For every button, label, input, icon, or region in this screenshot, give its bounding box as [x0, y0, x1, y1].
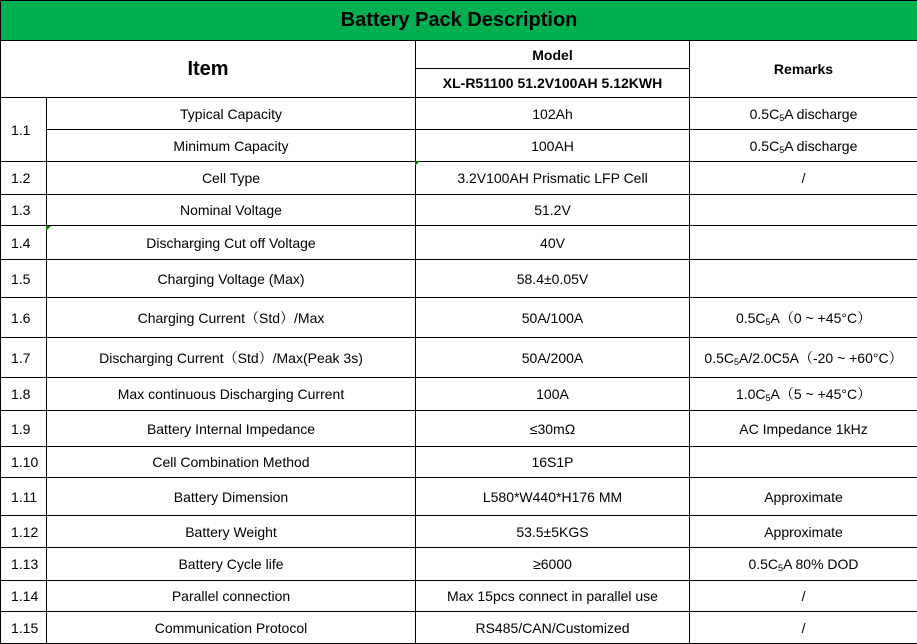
remarks-cell[interactable]: [690, 411, 917, 447]
item-cell[interactable]: Cell Combination Method: [47, 447, 416, 478]
table-row: [1, 581, 917, 612]
remark-subscript: 5: [779, 145, 784, 155]
row-number[interactable]: 1.5: [1, 260, 47, 298]
remark-text: 0.5C: [704, 350, 734, 366]
model-value-cell[interactable]: 40V: [416, 226, 690, 260]
remarks-cell[interactable]: [690, 548, 917, 581]
row-number[interactable]: 1.7: [1, 338, 47, 378]
remark-text: 0.5C: [750, 106, 780, 122]
item-cell[interactable]: Charging Voltage (Max): [47, 260, 416, 298]
model-name-header[interactable]: XL-R51100 51.2V100AH 5.12KWH: [416, 69, 690, 98]
item-cell[interactable]: Charging Current（Std）/Max: [47, 298, 416, 338]
remark-subscript: 5: [734, 357, 739, 367]
item-cell[interactable]: Battery Cycle life: [47, 548, 416, 581]
remarks-cell[interactable]: [690, 130, 917, 162]
table-row: [1, 478, 917, 516]
remark-text: /: [802, 170, 806, 186]
item-cell[interactable]: Parallel connection: [47, 581, 416, 612]
table-row: [1, 378, 917, 411]
remark-subscript: 5: [779, 113, 784, 123]
title-row: [1, 1, 917, 41]
table-row: [1, 260, 917, 298]
item-cell[interactable]: Battery Internal Impedance: [47, 411, 416, 447]
model-value-cell[interactable]: 102Ah: [416, 98, 690, 130]
model-value-cell[interactable]: ≥6000: [416, 548, 690, 581]
remark-text: /: [802, 588, 806, 604]
remarks-cell[interactable]: [690, 378, 917, 411]
remarks-cell[interactable]: [690, 260, 917, 298]
row-number[interactable]: 1.3: [1, 195, 47, 226]
model-value-cell[interactable]: RS485/CAN/Customized: [416, 612, 690, 644]
table-row: [1, 548, 917, 581]
item-cell[interactable]: Cell Type: [47, 162, 416, 195]
row-number[interactable]: 1.13: [1, 548, 47, 581]
remark-subscript: 5: [766, 393, 771, 403]
row-number[interactable]: 1.15: [1, 612, 47, 644]
item-cell[interactable]: Typical Capacity: [47, 98, 416, 130]
row-number[interactable]: 1.12: [1, 516, 47, 548]
item-cell[interactable]: Nominal Voltage: [47, 195, 416, 226]
table-row: [1, 195, 917, 226]
item-header[interactable]: Item: [1, 41, 416, 98]
remarks-cell[interactable]: [690, 581, 917, 612]
remarks-cell[interactable]: [690, 612, 917, 644]
model-value-cell[interactable]: 50A/200A: [416, 338, 690, 378]
table-row: [1, 162, 917, 195]
table-row: [1, 98, 917, 130]
cell-marker: [46, 226, 51, 231]
item-cell[interactable]: Max continuous Discharging Current: [47, 378, 416, 411]
remark-text: A 80% DOD: [783, 556, 858, 572]
item-cell[interactable]: Minimum Capacity: [47, 130, 416, 162]
row-number[interactable]: 1.8: [1, 378, 47, 411]
row-number[interactable]: 1.1: [1, 98, 47, 162]
table-row: [1, 298, 917, 338]
table-row: [1, 411, 917, 447]
table-row: [1, 516, 917, 548]
table-row: [1, 130, 917, 162]
remarks-cell[interactable]: [690, 162, 917, 195]
row-number[interactable]: 1.14: [1, 581, 47, 612]
remark-text: A（5 ~ +45°C）: [771, 386, 872, 402]
model-value-cell[interactable]: 58.4±0.05V: [416, 260, 690, 298]
model-value-cell[interactable]: 51.2V: [416, 195, 690, 226]
model-value-cell[interactable]: Max 15pcs connect in parallel use: [416, 581, 690, 612]
model-header[interactable]: Model: [416, 41, 690, 69]
remarks-cell[interactable]: [690, 516, 917, 548]
model-value-cell[interactable]: L580*W440*H176 MM: [416, 478, 690, 516]
remarks-cell[interactable]: [690, 195, 917, 226]
remark-text: Approximate: [764, 524, 843, 540]
remarks-cell[interactable]: [690, 226, 917, 260]
model-value-cell[interactable]: 100A: [416, 378, 690, 411]
remark-subscript: 5: [766, 317, 771, 327]
remark-text: AC Impedance 1kHz: [739, 421, 867, 437]
remarks-header[interactable]: Remarks: [690, 41, 917, 98]
item-cell[interactable]: Communication Protocol: [47, 612, 416, 644]
remarks-cell[interactable]: [690, 478, 917, 516]
table-title[interactable]: Battery Pack Description: [1, 1, 917, 41]
model-value-cell[interactable]: ≤30mΩ: [416, 411, 690, 447]
header-row: [1, 41, 917, 69]
model-value-cell[interactable]: 100AH: [416, 130, 690, 162]
item-cell[interactable]: Discharging Current（Std）/Max(Peak 3s): [47, 338, 416, 378]
remark-text: A discharge: [784, 106, 857, 122]
remark-text: 0.5C: [748, 556, 778, 572]
model-value-cell[interactable]: 16S1P: [416, 447, 690, 478]
row-number[interactable]: 1.6: [1, 298, 47, 338]
model-value-cell[interactable]: 50A/100A: [416, 298, 690, 338]
remark-text: A/2.0C5A（-20 ~ +60°C）: [739, 350, 903, 366]
remarks-cell[interactable]: [690, 98, 917, 130]
model-value-cell[interactable]: 3.2V100AH Prismatic LFP Cell: [416, 162, 690, 195]
row-number[interactable]: 1.11: [1, 478, 47, 516]
table-row: [1, 612, 917, 644]
row-number[interactable]: 1.4: [1, 226, 47, 260]
remark-subscript: 5: [778, 563, 783, 573]
row-number[interactable]: 1.10: [1, 447, 47, 478]
row-number[interactable]: 1.2: [1, 162, 47, 195]
item-cell[interactable]: Battery Weight: [47, 516, 416, 548]
cell-marker: [415, 161, 420, 166]
table-row: [1, 447, 917, 478]
remark-text: 0.5C: [736, 310, 766, 326]
remarks-cell[interactable]: [690, 338, 917, 378]
remark-text: 1.0C: [736, 386, 766, 402]
remark-text: A discharge: [784, 138, 857, 154]
remark-text: 0.5C: [750, 138, 780, 154]
table-row: [1, 226, 917, 260]
item-cell[interactable]: Battery Dimension: [47, 478, 416, 516]
table-row: [1, 338, 917, 378]
model-value-cell[interactable]: 53.5±5KGS: [416, 516, 690, 548]
remarks-cell[interactable]: [690, 447, 917, 478]
remark-text: Approximate: [764, 489, 843, 505]
remarks-cell[interactable]: [690, 298, 917, 338]
remark-text: A（0 ~ +45°C）: [771, 310, 872, 326]
row-number[interactable]: 1.9: [1, 411, 47, 447]
remark-text: /: [802, 620, 806, 636]
item-cell[interactable]: Discharging Cut off Voltage: [47, 226, 416, 260]
